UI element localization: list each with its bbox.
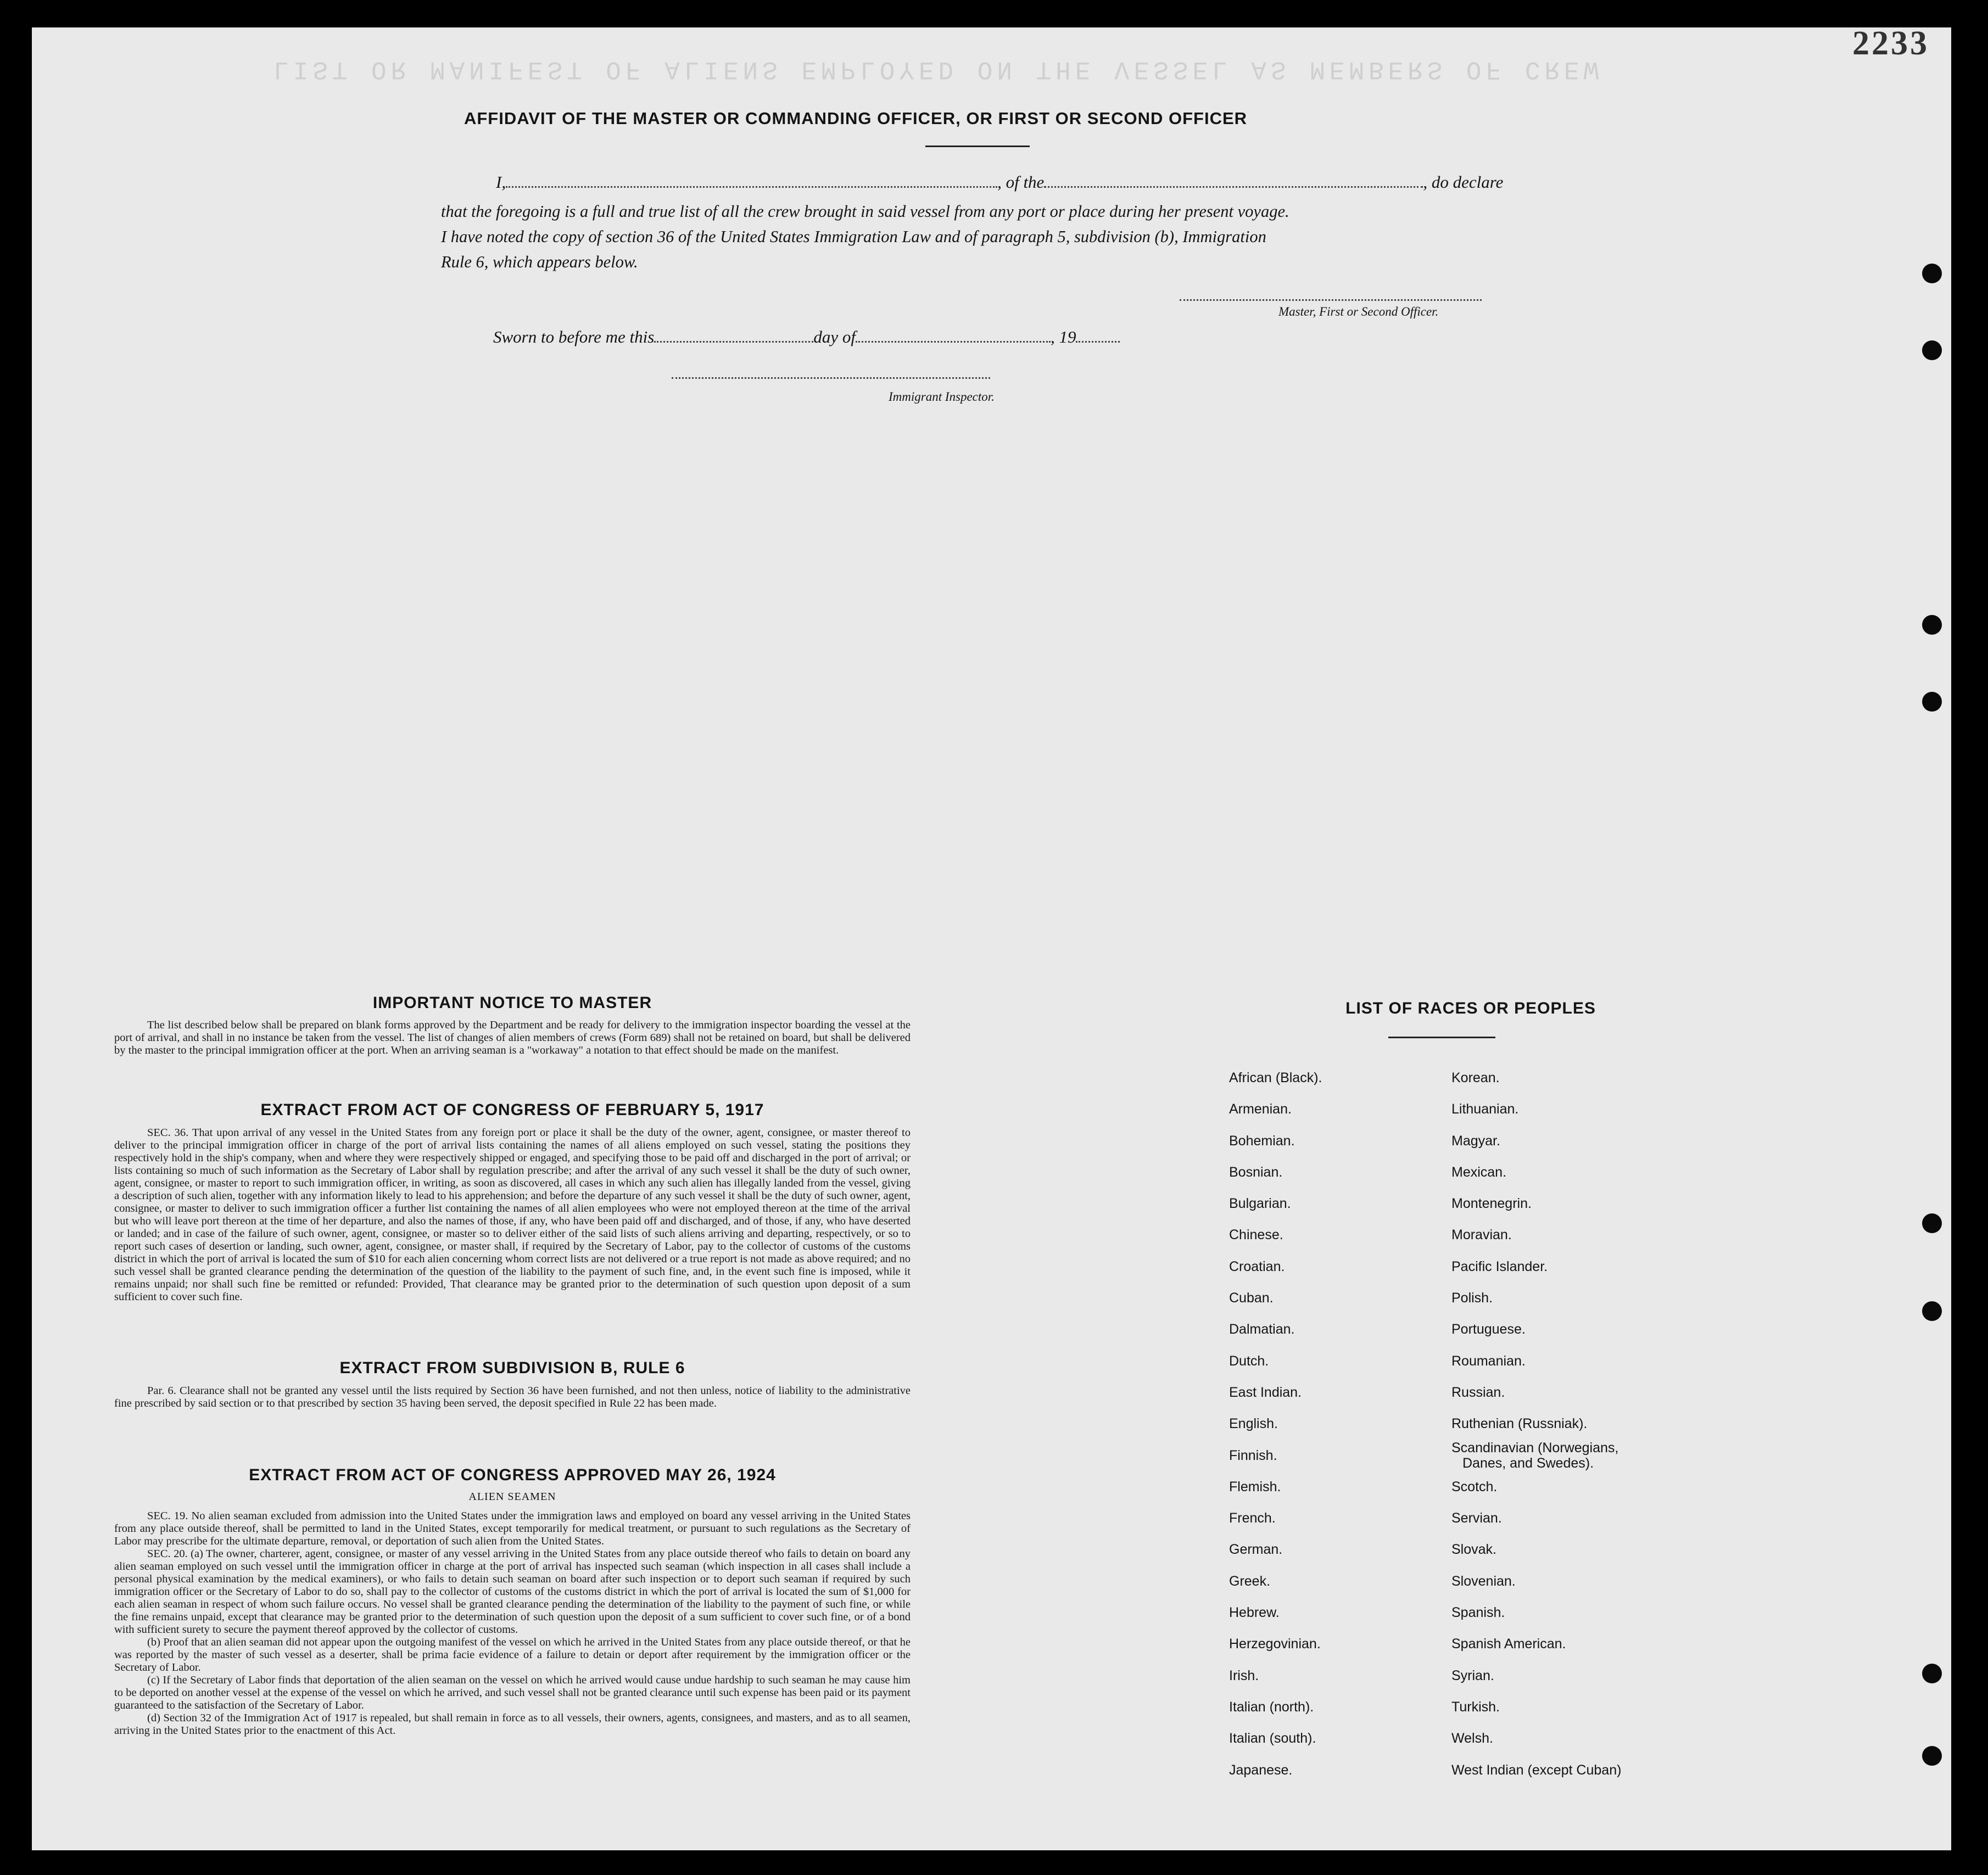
extract-rule6-title: EXTRACT FROM SUBDIVISION B, RULE 6 — [339, 1359, 685, 1377]
race-item: Scotch. — [1451, 1479, 1498, 1495]
extract-1924-paragraph: SEC. 19. No alien seaman excluded from admission into the United States under the immigration laws and employed on board any vessel arriving in the United States from any place outside thereof, shall be permitted to land in the United States, except temporarily for medical treatment, or pursuant to such regulations as the Secretary of Labor may prescribe for the ultimate departure, removal, or deportation of such alien from the United States. — [114, 1510, 911, 1547]
race-item-line: Scandinavian (Norwegians, — [1451, 1440, 1619, 1456]
race-item: Pacific Islander. — [1451, 1258, 1548, 1274]
inspector-label: Immigrant Inspector. — [889, 390, 995, 404]
race-item: Moravian. — [1451, 1227, 1512, 1243]
races-title-rule — [1388, 1037, 1495, 1038]
race-item: Finnish. — [1229, 1447, 1277, 1463]
races-left-column — [1229, 1062, 1322, 1786]
punch-hole — [1922, 1301, 1942, 1321]
extract-rule6-paragraph: Par. 6. Clearance shall not be granted any vessel until the lists required by Section 36 have been furnished, and not then unless, notice of liability to the administrative fine prescribed by said section or to that prescribed by section 35 having been served, the deposit specified in Rule 22 has been made. — [114, 1385, 911, 1409]
race-item: Dutch. — [1229, 1353, 1269, 1369]
bleed-through: LIST OR MANIFEST OF ALIENS EMPLOYED ON THE VESSEL AS MEMBERS OF CREW — [273, 55, 1604, 83]
race-item: German. — [1229, 1542, 1283, 1558]
extract-1924-subtitle: ALIEN SEAMEN — [468, 1491, 556, 1503]
sworn-day-of: day of — [813, 327, 856, 346]
affidavit-line-3: I have noted the copy of section 36 of the United States Immigration Law and of paragraph 5, subdivision (b), Immigration — [441, 227, 1266, 246]
sworn-date-field[interactable] — [654, 337, 813, 343]
race-item — [1451, 1440, 1621, 1471]
stamp-number: 2233 — [1852, 27, 1929, 62]
extract-rule6-body — [114, 1385, 911, 1410]
sworn-month-field[interactable] — [856, 337, 1051, 343]
race-item: Turkish. — [1451, 1699, 1500, 1715]
race-item: Cuban. — [1229, 1290, 1274, 1306]
master-name-field[interactable] — [506, 182, 997, 188]
race-item: Servian. — [1451, 1510, 1502, 1526]
punch-hole — [1922, 1746, 1942, 1766]
affidavit-of-the: , of the — [997, 172, 1045, 192]
race-item: Syrian. — [1451, 1667, 1494, 1683]
race-item: Dalmatian. — [1229, 1322, 1295, 1337]
race-item: Italian (north). — [1229, 1699, 1314, 1715]
punch-hole — [1922, 264, 1942, 283]
manifest-page — [32, 27, 1951, 1850]
extract-1917-paragraph: SEC. 36. That upon arrival of any vessel in the United States from any foreign port or place it shall be the duty of the owner, agent, consignee, or master thereof to deliver to the principal immigration officer in charge of the port of arrival lists containing the names of all aliens employed on such vessel, stating the positions they respectively hold in the ship's company, when and where they were respectively shipped or engaged, and specifying those to be paid off and discharged in the port of arrival; or lists containing so much of such information as the Secretary of Labor shall by regulation prescribe; and after the arrival of any such vessel it shall be the duty of such owner, agent, consignee, or master to report to such immigration officer, in writing, as soon as discovered, all cases in which any such alien has illegally landed from the vessel, giving a description of such alien, together with any information likely to lead to his apprehension; and before the departure of any such vessel it shall be the duty of such owner, agent, consignee, or master to deliver to such immigration officer a further list containing the names of all alien employees who were not employed thereon at the time of the arrival but who will leave port thereon at the time of her departure, and also the names of those, if any, who have been paid off and discharged, and of those, if any, who have deserted or landed; and in case of the failure of such owner, agent, consignee, or master so to deliver either of the said lists of such aliens arriving and departing, respectively, or so to report such cases of desertion or landing, such owner, agent, consignee, or master shall, if required by the Secretary of Labor, pay to the collector of customs of the customs district in which the port of arrival is located the sum of $10 for each alien concerning whom correct lists are not delivered or a true report is not made as above required; and no such vessel shall be granted clearance pending the determination of the question of the liability to the payment of such fine, and, in the event such fine is imposed, while it remains unpaid; nor shall such fine be remitted or refunded: Provided, That clearance may be granted prior to the determination of such question upon deposit of a sum sufficient to cover such fine. — [114, 1127, 911, 1303]
extract-1924-paragraph: (d) Section 32 of the Immigration Act of 1917 is repealed, but shall remain in force as to all vessels, their owners, agents, consignees, and masters, and as to all seamen, arriving in the United States prior to the enactment of this Act. — [114, 1712, 911, 1737]
race-item: Hebrew. — [1229, 1605, 1280, 1621]
race-item: Herzegovinian. — [1229, 1636, 1321, 1652]
extract-1924-body — [114, 1510, 911, 1737]
race-item: Armenian. — [1229, 1101, 1292, 1117]
affidavit-line-1 — [496, 172, 1503, 192]
race-item: Bosnian. — [1229, 1164, 1283, 1180]
extract-1924-paragraph: (b) Proof that an alien seaman did not appear upon the outgoing manifest of the vessel on which he arrived in the United States from any place outside thereof, or that he was reported by the master of such vessel as a deserter, shall be prima facie evidence of a failure to detain or deport after requirement by the immigration officer or the Secretary of Labor. — [114, 1636, 911, 1673]
race-item: English. — [1229, 1416, 1278, 1432]
races-right-column — [1451, 1062, 1621, 1786]
race-item: Greek. — [1229, 1573, 1271, 1589]
punch-hole — [1922, 340, 1942, 360]
race-item: Lithuanian. — [1451, 1101, 1519, 1117]
master-signature-label: Master, First or Second Officer. — [1278, 305, 1439, 318]
master-signature-line[interactable] — [1180, 299, 1482, 301]
punch-hole — [1922, 692, 1942, 712]
extract-1917-body — [114, 1127, 911, 1303]
extract-1924-paragraph: SEC. 20. (a) The owner, charterer, agent, consignee, or master of any vessel arriving in the United States from any place outside thereof who fails to detain on board any alien seaman employed on such vessel until the immigration officer in charge at the port of arrival has inspected such seaman (which inspection in all cases shall include a personal physical examination by the medical examiners), or who fails to detain such seaman on board after such inspection or to deport such seaman if required by such immigration officer or the Secretary of Labor to do so, shall pay to the collector of customs of the customs district in which the port of arrival is located the sum of $1,000 for each alien seaman in respect of whom such failure occurs. No vessel shall be granted clearance pending the determination of the liability to the payment of such fine, or while the fine remains unpaid, except that clearance may be granted prior to the determination of such question upon the deposit of a sum sufficient to cover such fine, or of a bond with sufficient surety to secure the payment thereof approved by the collector of customs. — [114, 1548, 911, 1636]
affidavit-title: AFFIDAVIT OF THE MASTER OR COMMANDING OFFICER, OR FIRST OR SECOND OFFICER — [464, 109, 1248, 128]
race-item: Montenegrin. — [1451, 1196, 1532, 1212]
extract-1924-title: EXTRACT FROM ACT OF CONGRESS APPROVED MAY 26, 1924 — [249, 1466, 776, 1484]
race-item: French. — [1229, 1510, 1276, 1526]
extract-1924-paragraph: (c) If the Secretary of Labor finds that deportation of the alien seaman on the vessel on which he arrived would cause undue hardship to such seaman he may cause him to be deported on another vessel at the expense of the vessel on which he arrived, and such vessel shall not be granted clearance until such expense has been paid or its payment guaranteed to the satisfaction of the Secretary of Labor. — [114, 1674, 911, 1711]
punch-hole — [1922, 615, 1942, 635]
race-item: Polish. — [1451, 1290, 1493, 1306]
race-item: Slovak. — [1451, 1542, 1496, 1558]
race-item: Chinese. — [1229, 1227, 1283, 1243]
race-item: Russian. — [1451, 1384, 1505, 1400]
vessel-name-field[interactable] — [1044, 182, 1423, 188]
sworn-year-field[interactable] — [1076, 337, 1120, 343]
extract-1917-title: EXTRACT FROM ACT OF CONGRESS OF FEBRUARY 5, 1917 — [260, 1101, 764, 1119]
races-title: LIST OF RACES OR PEOPLES — [1345, 999, 1596, 1017]
sworn-line — [493, 327, 1120, 347]
race-item: Croatian. — [1229, 1258, 1285, 1274]
race-item: West Indian (except Cuban) — [1451, 1762, 1622, 1778]
race-item: Korean. — [1451, 1070, 1500, 1085]
sworn-year: , 19 — [1050, 327, 1076, 346]
race-item: Welsh. — [1451, 1731, 1493, 1747]
affidavit-line-2: that the foregoing is a full and true list of all the crew brought in said vessel from any port or place during her present voyage. — [441, 202, 1289, 221]
affidavit-title-rule — [925, 145, 1030, 147]
race-item: East Indian. — [1229, 1384, 1302, 1400]
affidavit-line-4: Rule 6, which appears below. — [441, 253, 638, 271]
race-item: Roumanian. — [1451, 1353, 1526, 1369]
race-item: Slovenian. — [1451, 1573, 1516, 1589]
race-item: Flemish. — [1229, 1479, 1281, 1495]
race-item: Japanese. — [1229, 1762, 1293, 1778]
race-item: Portuguese. — [1451, 1322, 1526, 1337]
punch-hole — [1922, 1213, 1942, 1233]
sworn-prefix: Sworn to before me this — [493, 327, 655, 346]
race-item: African (Black). — [1229, 1070, 1322, 1085]
race-item: Spanish American. — [1451, 1636, 1566, 1652]
notice-body — [114, 1019, 911, 1057]
punch-hole — [1922, 1664, 1942, 1683]
notice-title: IMPORTANT NOTICE TO MASTER — [372, 994, 652, 1012]
race-item: Irish. — [1229, 1667, 1259, 1683]
notice-paragraph: The list described below shall be prepared on blank forms approved by the Department and be ready for delivery to the immigration inspector boarding the vessel at the port of arrival, and shall in no instance be taken from the vessel. The list of changes of alien members of crews (Form 689) shall not be retained on board, but shall be delivered by the master to the principal immigration officer at the port. When an arriving seaman is a "workaway" a notation to that effect should be made on the manifest. — [114, 1019, 911, 1056]
race-item: Ruthenian (Russniak). — [1451, 1416, 1588, 1432]
affidavit-declare: , do declare — [1423, 172, 1504, 192]
race-item: Italian (south). — [1229, 1731, 1316, 1747]
race-item: Bulgarian. — [1229, 1196, 1291, 1212]
race-item: Spanish. — [1451, 1605, 1505, 1621]
race-item-continuation: Danes, and Swedes). — [1462, 1455, 1594, 1471]
race-item: Magyar. — [1451, 1133, 1500, 1149]
race-item: Mexican. — [1451, 1164, 1507, 1180]
affidavit-i: I, — [496, 172, 506, 192]
inspector-signature-line[interactable] — [672, 377, 990, 379]
race-item: Bohemian. — [1229, 1133, 1295, 1149]
